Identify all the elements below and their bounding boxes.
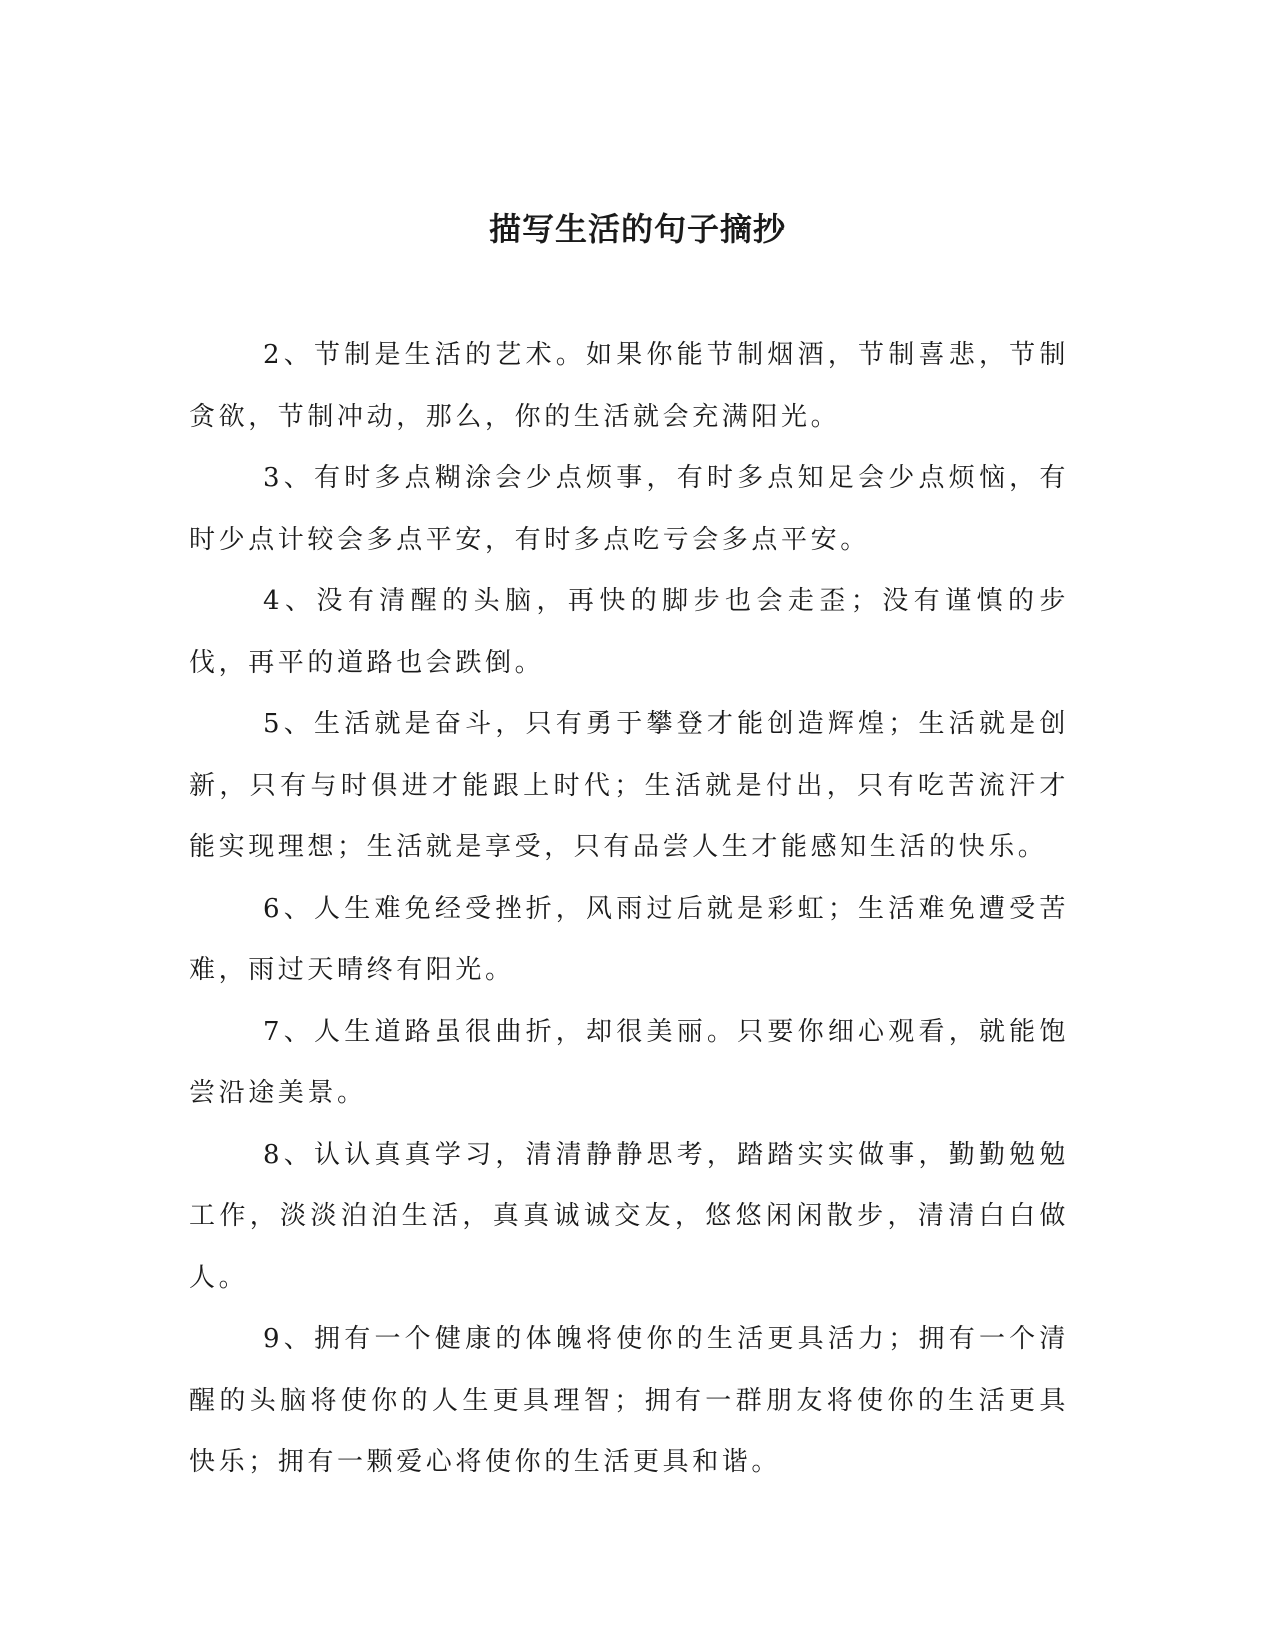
paragraph-5: 5、生活就是奋斗，只有勇于攀登才能创造辉煌；生活就是创新，只有与时俱进才能跟上时代；生活就是付出，只有吃苦流汗才能实现理想；生活就是享受，只有品尝人生才能感知生活的快乐。 <box>189 709 1069 862</box>
paragraph-2: 2、节制是生活的艺术。如果你能节制烟酒，节制喜悲，节制贪欲，节制冲动，那么，你的生活就会充满阳光。 <box>189 340 1069 432</box>
paragraph-7: 7、人生道路虽很曲折，却很美丽。只要你细心观看，就能饱尝沿途美景。 <box>189 1016 1069 1108</box>
paragraph-6: 6、人生难免经受挫折，风雨过后就是彩虹；生活难免遭受苦难，雨过天晴终有阳光。 <box>189 893 1069 985</box>
paragraph-9: 9、拥有一个健康的体魄将使你的生活更具活力；拥有一个清醒的头脑将使你的人生更具理智；拥有一群朋友将使你的生活更具快乐；拥有一颗爱心将使你的生活更具和谐。 <box>189 1324 1069 1477</box>
paragraph-8: 8、认认真真学习，清清静静思考，踏踏实实做事，勤勤勉勉工作，淡淡泊泊生活，真真诚诚交友，悠悠闲闲散步，清清白白做人。 <box>189 1139 1069 1293</box>
paragraph-3: 3、有时多点糊涂会少点烦事，有时多点知足会少点烦恼，有时少点计较会多点平安，有时多点吃亏会多点平安。 <box>189 463 1069 555</box>
document-body <box>189 325 1069 1494</box>
paragraph-4: 4、没有清醒的头脑，再快的脚步也会走歪；没有谨慎的步伐，再平的道路也会跌倒。 <box>189 586 1069 678</box>
document-title: 描写生活的句子摘抄 <box>488 210 786 248</box>
